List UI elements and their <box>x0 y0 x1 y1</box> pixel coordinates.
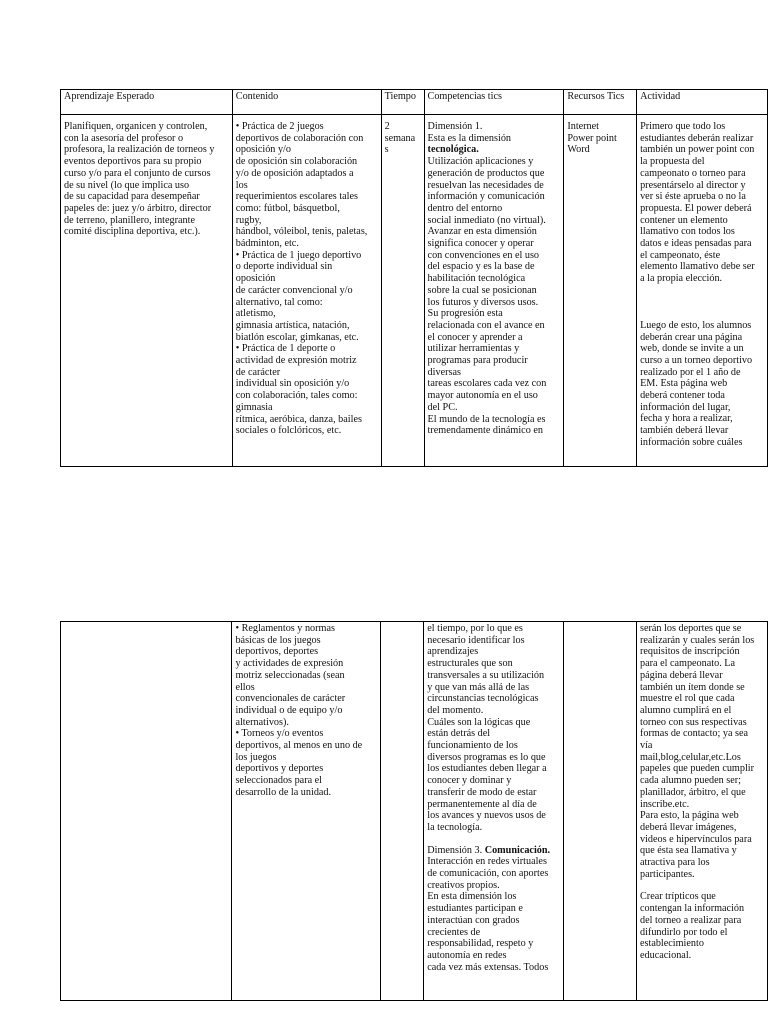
cell-aprendizaje-2 <box>61 622 232 1001</box>
text-line: educacional. <box>640 949 692 961</box>
text-line: • Práctica de 1 juego deportivo <box>235 249 362 261</box>
text-line: establecimiento <box>640 938 704 950</box>
text-line: 2 <box>384 121 390 132</box>
text-line: básicas de los juegos <box>235 634 321 646</box>
text-line: oposición <box>235 273 276 285</box>
competencias-text-2a <box>427 623 560 834</box>
cell-contenido <box>232 115 381 467</box>
text-line: creativos propios. <box>427 879 500 891</box>
text-line: estudiantes deberán realizar <box>640 132 754 144</box>
text-line: o deporte individual sin <box>235 261 333 273</box>
text-line: cada vez más extensas. Todos <box>427 961 549 973</box>
actividad-text-2b <box>640 891 764 961</box>
text-line: inscribe.etc. <box>640 798 690 810</box>
text-line: EM. Esta página web <box>640 378 728 390</box>
competencias-text <box>428 156 561 437</box>
text-line: deportivos, al menos en uno de <box>235 740 363 752</box>
actividad-text-a <box>640 121 764 285</box>
text-line: autonomía en redes <box>427 949 507 961</box>
text-line: realizado por el 1 año de <box>640 366 741 378</box>
activities-table-page-1 <box>60 89 768 467</box>
text-line: deberán crear una página <box>640 331 743 343</box>
text-line: Su progresión esta <box>427 308 503 320</box>
text-line: Internet <box>567 121 600 132</box>
text-line: estructurales que son <box>427 658 513 670</box>
text-line: deberá llevar imágenes, <box>640 821 737 833</box>
cell-contenido-2 <box>232 622 381 1001</box>
text-line: habilitación tecnológica <box>427 273 526 285</box>
text-line: datos e ideas pensadas para <box>640 238 752 250</box>
text-line: papeles que pueden cumplir <box>640 763 755 775</box>
contenido-text <box>236 121 378 437</box>
text-line: también un power point con <box>640 144 755 156</box>
competencias-dim3-title: Comunicación. <box>484 844 551 856</box>
text-line: llamativo con todos los <box>640 226 735 238</box>
text-line: El mundo de la tecnología es <box>427 413 546 425</box>
text-line: participantes. <box>640 868 695 880</box>
cell-tiempo <box>381 115 424 467</box>
table-header-row <box>61 90 768 115</box>
text-line: convencionales de carácter <box>235 693 346 705</box>
table-row <box>61 622 768 1001</box>
header-contenido: Contenido <box>232 90 381 115</box>
header-recursos: Recursos Tics <box>564 90 637 115</box>
text-line: Utilización aplicaciones y <box>427 156 534 168</box>
text-line: mail,blog,celular,etc.Los <box>640 751 741 763</box>
text-line: requisitos de inscripción <box>640 646 740 658</box>
header-actividad: Actividad <box>637 90 768 115</box>
text-line: fecha y hora a realizar, <box>640 413 733 425</box>
text-line: estudiantes participan e <box>427 903 523 915</box>
text-line: dentro del entorno <box>427 202 503 214</box>
text-line: la tecnología. <box>427 821 483 833</box>
text-line: conocer y dominar y <box>427 775 512 787</box>
text-line: información y comunicación <box>427 191 545 203</box>
text-line: • Torneos y/o eventos <box>235 728 324 740</box>
text-line: alternativo, tal como: <box>235 296 323 308</box>
text-line: crecientes de <box>427 926 481 938</box>
text-line: de su nivel (lo que implica uso <box>64 179 190 191</box>
text-line: del espacio y es la base de <box>427 261 535 273</box>
text-line: están detrás del <box>427 728 491 740</box>
table-row <box>61 115 768 467</box>
text-line: • Práctica de 1 deporte o <box>235 343 336 355</box>
text-line: con la asesoría del profesor o <box>64 132 184 144</box>
text-line: utilizar herramientas y <box>427 343 520 355</box>
text-line: a la propia elección. <box>640 273 723 285</box>
text-line: Interacción en redes virtuales <box>427 856 547 868</box>
text-line: propuesta. El power deberá <box>640 202 752 214</box>
text-line: cada alumno pueden ser; <box>640 775 741 787</box>
text-line: página deberá llevar <box>640 669 723 681</box>
text-line: programas para producir <box>427 355 528 367</box>
text-line: individual o de equipo y/o <box>235 704 343 716</box>
text-line: relacionada con el avance en <box>427 319 545 331</box>
text-line: de carácter <box>235 366 281 378</box>
text-line: difundirlo por todo el <box>640 926 728 938</box>
text-line: del torneo a realizar para <box>640 914 742 926</box>
cell-competencias <box>424 115 564 467</box>
text-line: videos e hipervínculos para <box>640 833 752 845</box>
text-line: profesora, la realización de torneos y <box>64 144 215 156</box>
text-line: deberá contener toda <box>640 390 725 402</box>
text-line: Cuáles son la lógicas que <box>427 716 531 728</box>
text-line: • Práctica de 2 juegos <box>235 121 324 132</box>
text-line: de terreno, planillero, integrante <box>64 214 195 226</box>
text-line: diversas <box>427 366 461 378</box>
text-line: desarrollo de la unidad. <box>235 786 332 798</box>
text-line: s <box>384 144 389 156</box>
text-line: semana <box>384 132 416 144</box>
text-line: tremendamente dinámico en <box>427 425 543 437</box>
text-line: los avances y nuevos usos de <box>427 810 546 822</box>
text-line: información del lugar, <box>640 401 731 413</box>
text-line: responsabilidad, respeto y <box>427 938 534 950</box>
text-line: los futuros y diversos usos. <box>427 296 539 308</box>
text-line: de comunicación, con aportes <box>427 868 549 880</box>
text-line: que ésta sea llamativa y <box>640 845 737 857</box>
text-line: alternativos). <box>235 716 289 728</box>
text-line: como: fútbol, básquetbol, <box>235 202 340 214</box>
text-line: gimnasia <box>235 401 273 413</box>
text-line: atletismo, <box>235 308 276 320</box>
text-line: realizarán y cuales serán los <box>640 634 755 646</box>
cell-aprendizaje <box>61 115 233 467</box>
text-line: también un ítem donde se <box>640 681 745 693</box>
text-line: contener un elemento <box>640 214 728 226</box>
text-line: transferir de modo de estar <box>427 786 537 798</box>
text-line: rítmica, aeróbica, danza, bailes <box>235 413 362 425</box>
text-line: el conocer y aprender a <box>427 331 523 343</box>
text-line: necesario identificar los <box>427 634 525 646</box>
text-line: con colaboración, tales como: <box>235 390 358 402</box>
text-line: oposición y/o <box>235 144 291 156</box>
text-line: ver si éste aprueba o no la <box>640 191 746 203</box>
actividad-text-b <box>640 320 764 449</box>
recursos-text <box>567 121 633 156</box>
text-line: serán los deportes que se <box>640 623 742 634</box>
text-line: eventos deportivos para su propio <box>64 156 202 168</box>
text-line: individual sin oposición y/o <box>235 378 350 390</box>
text-line: biatlón escolar, gimkanas, etc. <box>235 331 359 343</box>
text-line: del PC. <box>427 401 458 413</box>
text-line: información sobre cuáles <box>640 436 743 448</box>
text-line: la propuesta del <box>640 156 705 168</box>
text-line: muestre el rol que cada <box>640 693 735 705</box>
text-line: el tiempo, por lo que es <box>427 623 523 634</box>
text-line: Planifiquen, organicen y controlen, <box>64 121 208 132</box>
text-line: planillador, árbitro, el que <box>640 786 746 798</box>
text-line: para el campeonato. La <box>640 658 736 670</box>
text-line: y actividades de expresión <box>235 658 344 670</box>
text-line: curso a un torneo deportivo <box>640 354 753 366</box>
contenido-text-2 <box>235 623 377 799</box>
text-line: torneo con sus respectivas <box>640 716 747 728</box>
text-line: el campeonato, éste <box>640 249 721 261</box>
cell-recursos-2 <box>564 622 637 1001</box>
text-line: deportivos, deportes <box>235 646 319 658</box>
text-line: papeles de: juez y/o árbitro, director <box>64 202 212 214</box>
text-line: funcionamiento de los <box>427 740 518 752</box>
text-line: formas de contacto; ya sea <box>640 728 749 740</box>
text-line: requerimientos escolares tales <box>235 191 358 203</box>
text-line: Primero que todo los <box>640 121 726 132</box>
aprendizaje-text <box>64 121 229 238</box>
text-line: • Reglamentos y normas <box>235 623 335 634</box>
text-line: de carácter convencional y/o <box>235 284 353 296</box>
cell-competencias-2 <box>424 622 564 1001</box>
text-line: transversales a su utilización <box>427 669 545 681</box>
competencias-dim3: Dimensión 3. <box>427 844 483 856</box>
text-line: bádminton, etc. <box>235 238 299 250</box>
text-line: diversos programas es lo que <box>427 751 546 763</box>
cell-actividad-2 <box>637 622 768 1001</box>
text-line: deportivos y deportes <box>235 763 324 775</box>
text-line: curso y/o para el conjunto de cursos <box>64 167 211 179</box>
text-line: resuelvan las necesidades de <box>427 179 544 191</box>
cell-recursos <box>564 115 637 467</box>
tiempo-text <box>385 121 421 156</box>
text-line: gimnasia artística, natación, <box>235 319 350 331</box>
text-line: comité disciplina deportiva, etc.). <box>64 226 201 238</box>
text-line: presentárselo al director y <box>640 179 746 191</box>
text-line: con convenciones en el uso <box>427 249 540 261</box>
text-line: En esta dimensión los <box>427 891 517 903</box>
text-line: mayor autonomía en el uso <box>427 390 538 402</box>
actividad-text-2a <box>640 623 764 880</box>
text-line: sobre la cual se posicionan <box>427 284 537 296</box>
activities-table-page-2 <box>60 621 768 1001</box>
text-line: Word <box>567 144 590 156</box>
text-line: Crear trípticos que <box>640 891 716 903</box>
text-line: rugby, <box>235 214 262 226</box>
text-line: aprendizajes <box>427 646 479 658</box>
text-line: y que van más allá de las <box>427 681 530 693</box>
text-line: hándbol, vóleibol, tenis, paletas, <box>235 226 368 238</box>
text-line: también deberá llevar <box>640 425 729 437</box>
header-aprendizaje: Aprendizaje Esperado <box>61 90 233 115</box>
cell-tiempo-2 <box>381 622 424 1001</box>
text-line: y/o de oposición adaptados a <box>235 167 354 179</box>
competencias-dim1-title: tecnológica. <box>427 144 479 156</box>
text-line: de oposición sin colaboración <box>235 156 358 168</box>
text-line: social inmediato (no virtual). <box>427 214 546 226</box>
text-line: los <box>235 179 248 191</box>
text-line: generación de productos que <box>427 167 545 179</box>
header-competencias: Competencias tics <box>424 90 564 115</box>
text-line: Para esto, la página web <box>640 810 739 822</box>
text-line: Luego de esto, los alumnos <box>640 319 752 331</box>
text-line: ellos <box>235 681 255 693</box>
text-line: actividad de expresión motriz <box>235 355 357 367</box>
text-line: tareas escolares cada vez con <box>427 378 547 390</box>
text-line: los juegos <box>235 751 277 763</box>
text-line: Power point <box>567 132 617 144</box>
text-line: sociales o folclóricos, etc. <box>235 425 342 437</box>
text-line: contengan la información <box>640 903 745 915</box>
text-line: significa conocer y operar <box>427 238 534 250</box>
text-line: alumno cumplirá en el <box>640 704 732 716</box>
text-line: atractiva para los <box>640 857 710 869</box>
competencias-dim1: Dimensión 1. <box>427 121 483 132</box>
text-line: permanentemente al día de <box>427 798 537 810</box>
text-line: campeonato o torneo para <box>640 167 746 179</box>
text-line: del momento. <box>427 704 484 716</box>
competencias-text-2b <box>427 856 560 973</box>
text-line: deportivos de colaboración con <box>235 132 364 144</box>
text-line: interactúan con grados <box>427 914 520 926</box>
text-line: web, donde se invite a un <box>640 343 744 355</box>
competencias-intro: Esta es la dimensión <box>427 132 512 144</box>
text-line: elemento llamativo debe ser <box>640 261 755 273</box>
cell-actividad <box>637 115 768 467</box>
text-line: vía <box>640 740 653 752</box>
header-tiempo: Tiempo <box>381 90 424 115</box>
text-line: seleccionados para el <box>235 775 323 787</box>
text-line: circunstancias tecnológicas <box>427 693 539 705</box>
text-line: de su capacidad para desempeñar <box>64 191 200 203</box>
text-line: motriz seleccionadas (sean <box>235 669 345 681</box>
text-line: Avanzar en esta dimensión <box>427 226 537 238</box>
text-line: los estudiantes deben llegar a <box>427 763 547 775</box>
